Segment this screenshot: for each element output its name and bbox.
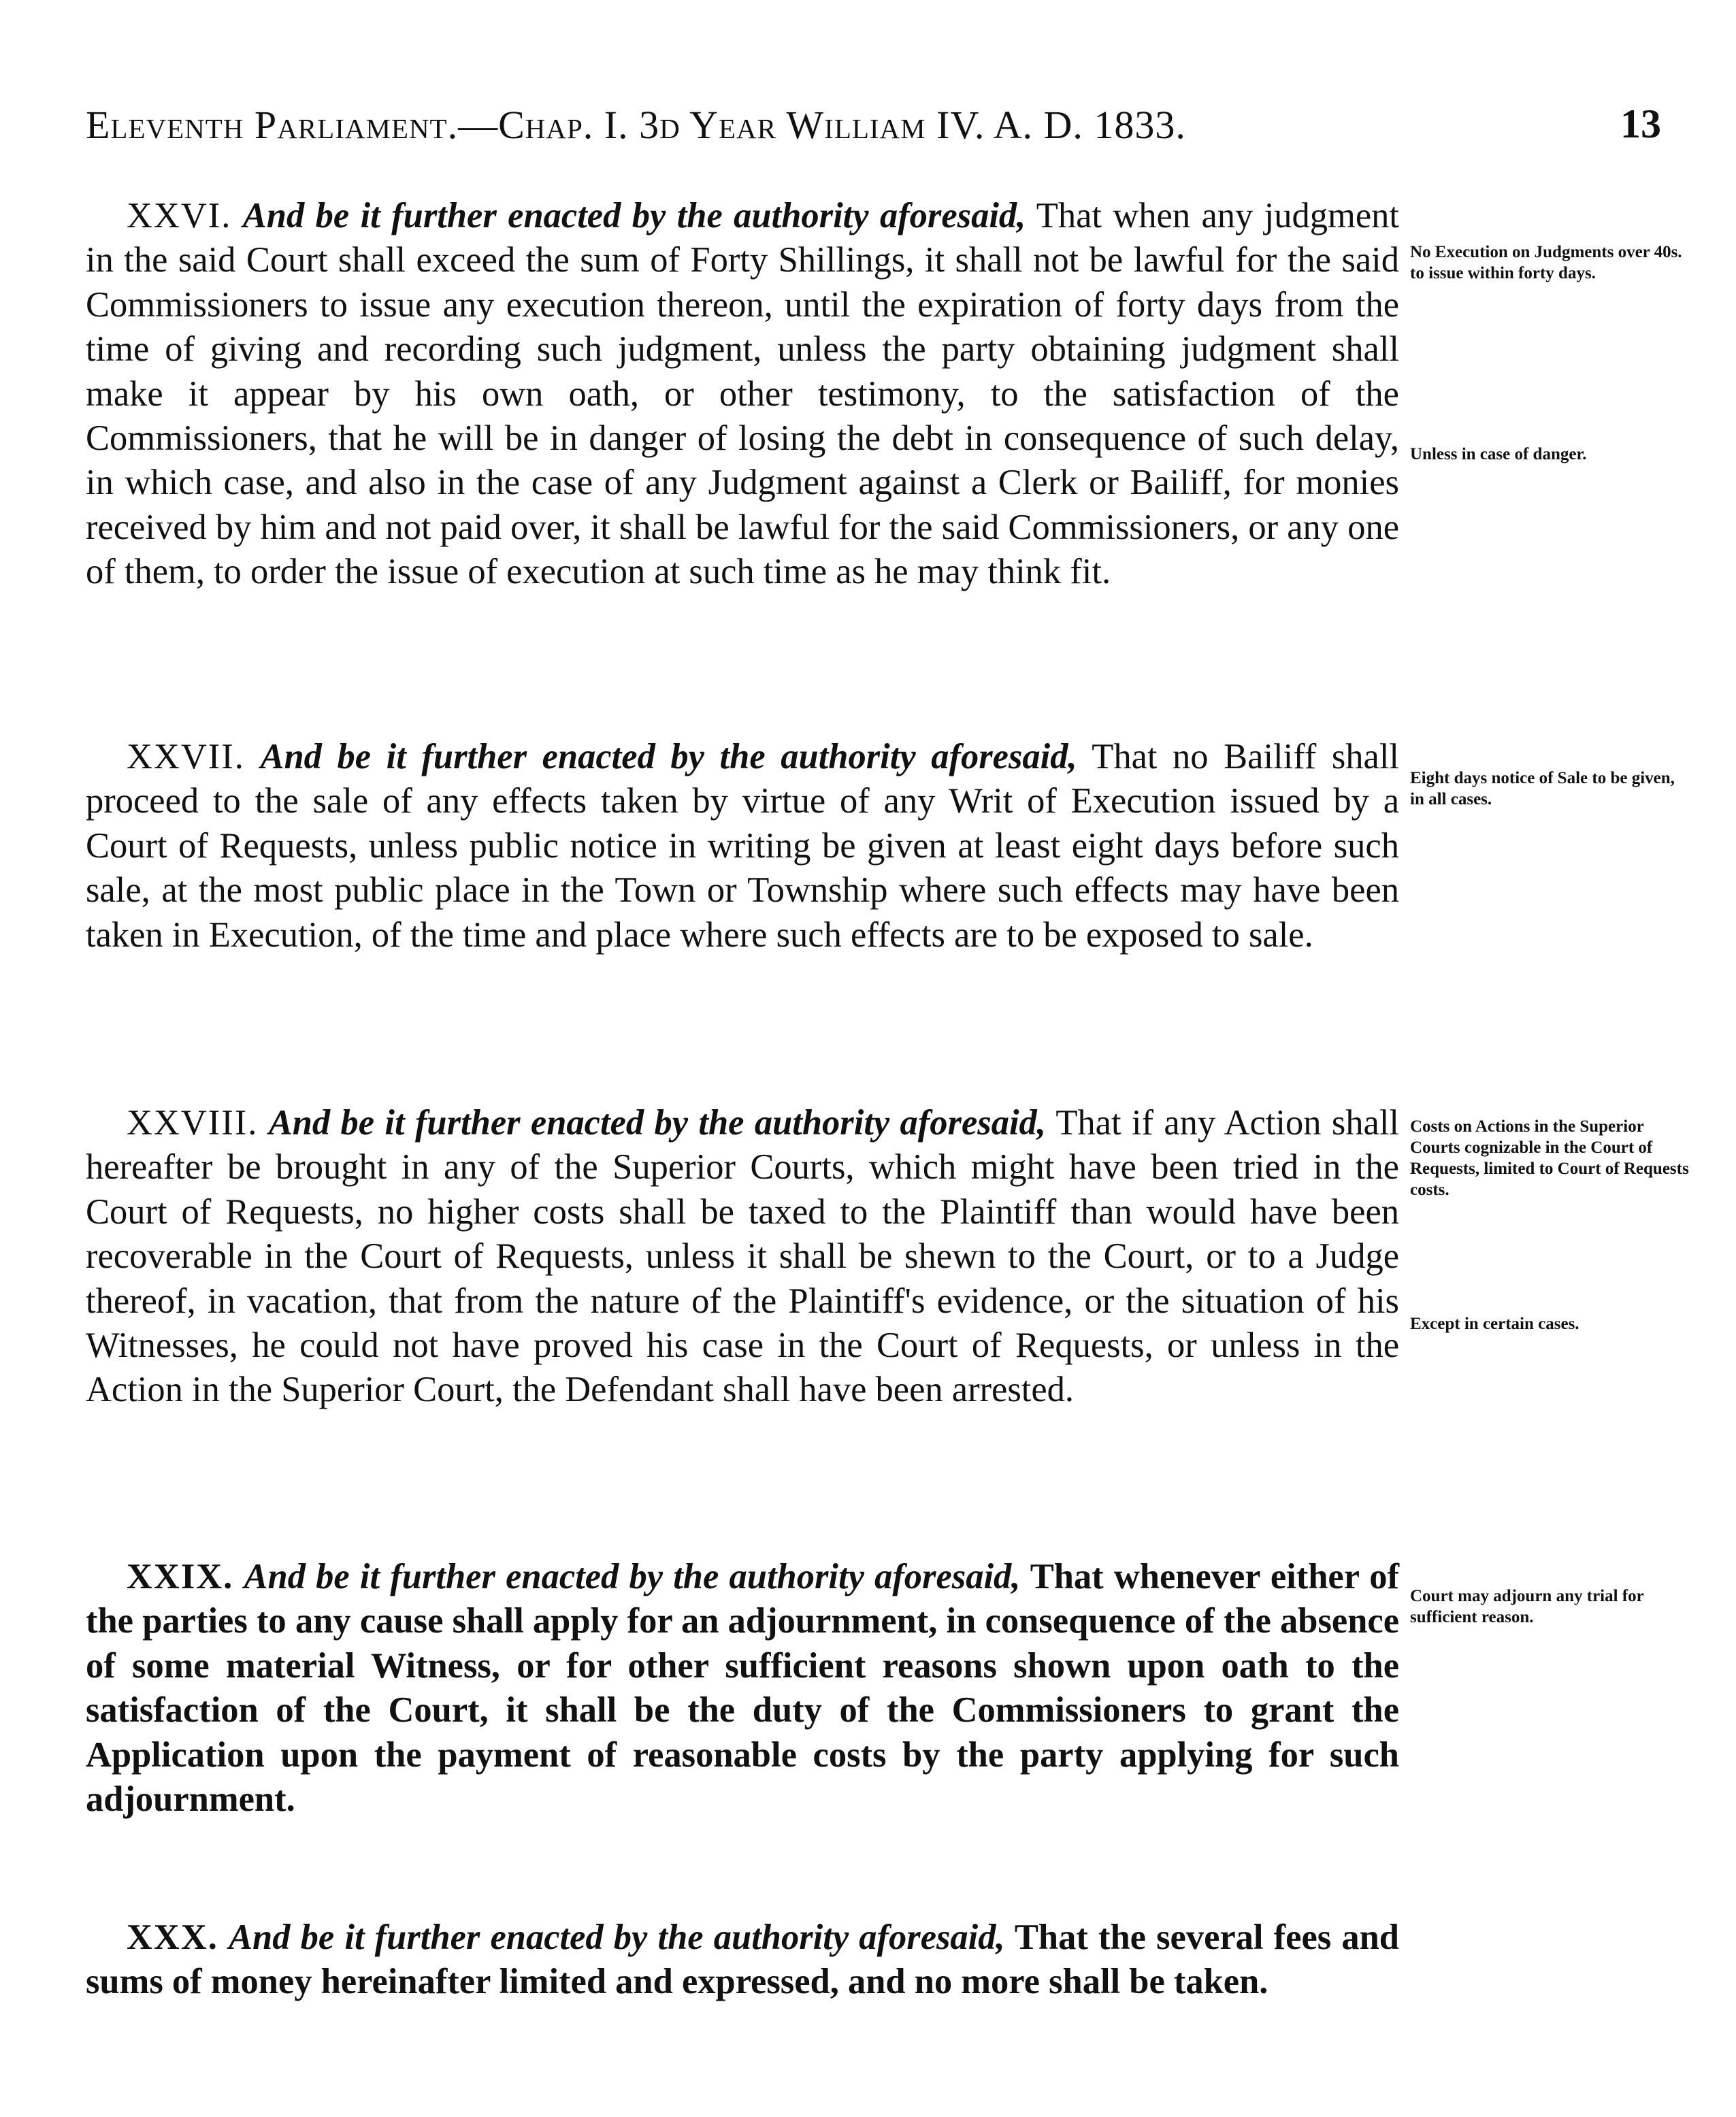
section-xxviii [86, 1101, 1399, 1413]
section-number: XXVIII. [127, 1103, 259, 1143]
margin-note-costs-on-actions: Costs on Actions in the Superior Courts cognizable in the Court of Requests, limited to Court of Requests costs. [1410, 1117, 1689, 1199]
section-body: That no Bailiff shall proceed to the sale of any effects taken by virtue of any Writ of Execution issued by a Court of Requests, unless public notice in writing be given at least eight days before such sale, at the most public place in the Town or Township where such effects may have been taken in Execution, of the time and place where such effects are to be exposed to sale. [86, 737, 1399, 955]
section-body: That if any Action shall hereafter be brought in any of the Superior Courts, which might have been tried in the Court of Requests, no higher costs shall be taxed to the Plaintiff than would have been recoverable in the Court of Requests, unless it shall be shewn to the Court, or to a Judge thereof, in vacation, that from the nature of the Plaintiff's evidence, or the situation of his Witnesses, he could not have proved his case in the Court of Requests, or unless in the Action in the Superior Court, the Defendant shall have been arrested. [86, 1103, 1399, 1410]
section-number: XXVI. [127, 196, 232, 235]
section-number: XXIX. [127, 1557, 234, 1596]
section-number: XXX. [127, 1918, 218, 1957]
margin-note-court-may-adjourn: Court may adjourn any trial for sufficient reason. [1410, 1587, 1644, 1626]
enacting-formula: And be it further enacted by the authority aforesaid, [229, 1918, 1005, 1957]
enacting-formula: And be it further enacted by the authority aforesaid, [244, 1557, 1021, 1596]
section-xxvii [86, 735, 1399, 957]
margin-note-except-certain-cases: Except in certain cases. [1410, 1315, 1579, 1333]
enacting-formula: And be it further enacted by the authority aforesaid, [260, 737, 1077, 776]
enacting-formula: And be it further enacted by the authority aforesaid, [242, 196, 1026, 235]
margin-note-no-execution: No Execution on Judgments over 40s. to issue within forty days. [1410, 243, 1682, 282]
running-head [86, 102, 1474, 148]
page-number: 13 [1620, 101, 1661, 146]
section-xxx [86, 1916, 1399, 2005]
section-body: That whenever either of the parties to any cause shall apply for an adjournment, in consequence of the absence of some material Witness, or for other sufficient reasons shown upon oath to the satisfaction of the Court, it shall be the duty of the Commissioners to grant the Application upon the payment of reasonable costs by the party applying for such adjournment. [86, 1557, 1399, 1820]
running-head-title: Eleventh Parliament.—Chap. I. 3d Year William IV. A. D. 1833. [86, 103, 1186, 147]
margin-note-unless-danger: Unless in case of danger. [1410, 445, 1587, 463]
margin-note-eight-days-notice: Eight days notice of Sale to be given, in all cases. [1410, 769, 1675, 808]
section-xxix [86, 1555, 1399, 1822]
section-number: XXVII. [127, 737, 245, 776]
enacting-formula: And be it further enacted by the authority aforesaid, [268, 1103, 1046, 1143]
section-body: That when any judgment in the said Court shall exceed the sum of Forty Shillings, it shall not be lawful for the said Commissioners to issue any execution thereon, until the expiration of forty days from the time of giving and recording such judgment, unless the party obtaining judgment shall make it appear by his own oath, or other testimony, to the satisfaction of the Commissioners, that he will be in danger of losing the debt in consequence of such delay, in which case, and also in the case of any Judgment against a Clerk or Bailiff, for monies received by him and not paid over, it shall be lawful for the said Commissioners, or any one of them, to order the issue of execution at such time as he may think fit. [86, 196, 1399, 592]
section-xxvi [86, 194, 1399, 595]
section-body: That the several fees and sums of money hereinafter limited and expressed, and no more shall be taken. [86, 1918, 1399, 2002]
